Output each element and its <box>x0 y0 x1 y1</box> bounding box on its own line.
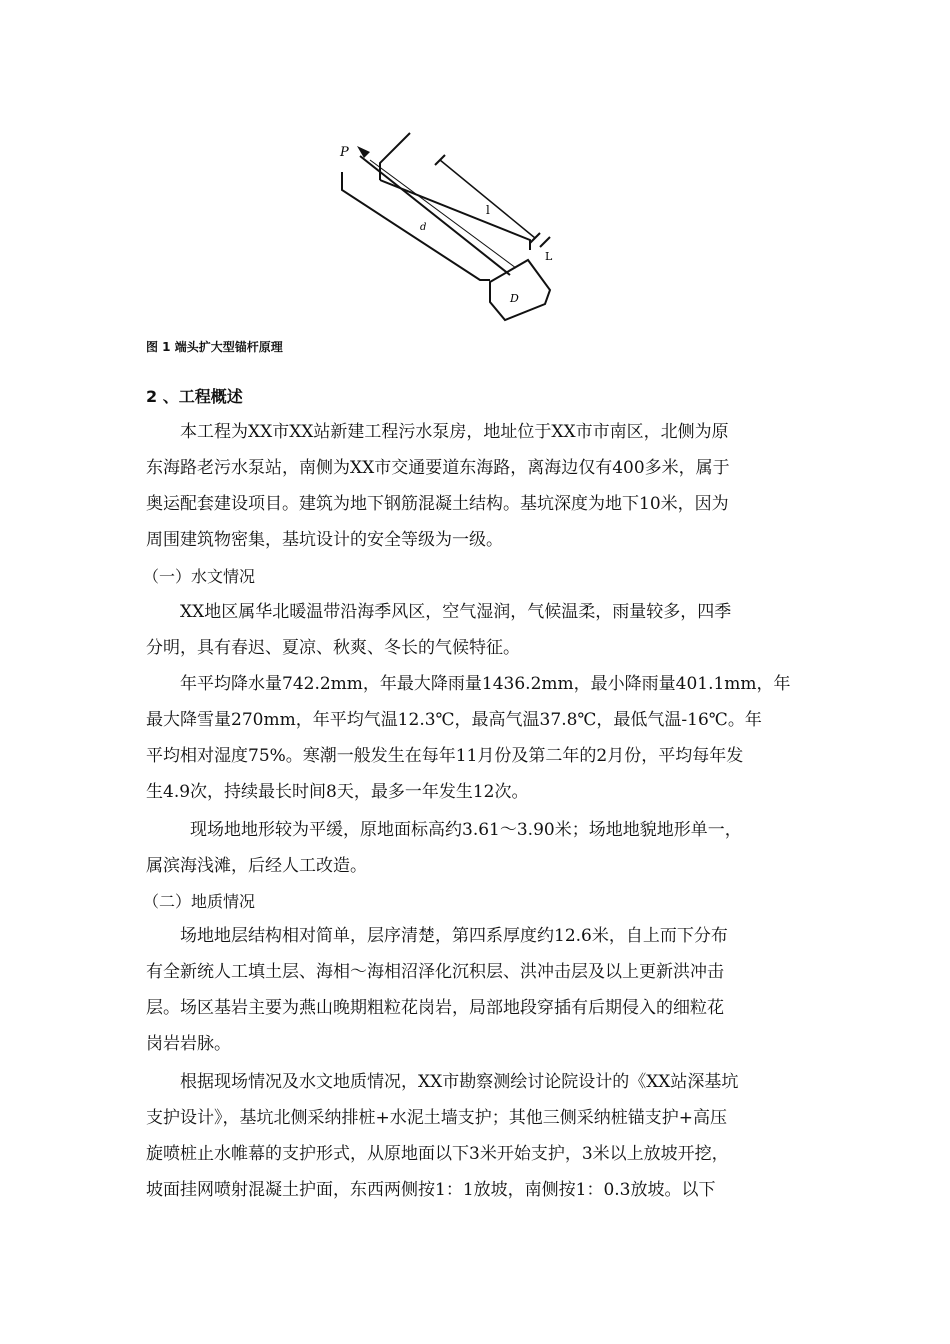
enlarged-end <box>490 260 550 320</box>
wall-upper-line <box>380 133 410 180</box>
paragraph-line: 东海路老污水泵站，南侧为XX市交通要道东海路，离海边仅有400多米，属于 <box>146 458 730 478</box>
force-arrow <box>357 146 370 158</box>
label-p: P <box>340 145 349 160</box>
subsection-heading: （一）水文情况 <box>143 567 256 586</box>
anchor-diagram <box>300 120 590 340</box>
label-a: d <box>420 222 427 233</box>
label-l: l <box>486 203 490 217</box>
paragraph-line: 层。场区基岩主要为燕山晚期粗粒花岗岩，局部地段穿插有后期侵入的细粒花 <box>146 998 724 1018</box>
paragraph-line: 根据现场情况及水文地质情况，XX市勘察测绘讨论院设计的《XX站深基坑 <box>180 1072 739 1092</box>
anchor-shaft-inner <box>370 160 516 268</box>
paragraph-line: 本工程为XX市XX站新建工程污水泵房，地址位于XX市市南区，北侧为原 <box>180 422 729 442</box>
subsection-heading: （二）地质情况 <box>143 892 256 911</box>
paragraph-line: 现场地地形较为平缓，原地面标高约3.61～3.90米；场地地貌地形单一， <box>190 820 742 840</box>
paragraph-line: 旋喷桩止水帷幕的支护形式，从原地面以下3米开始支护，3米以上放坡开挖， <box>146 1144 729 1164</box>
paragraph-line: 支护设计》，基坑北侧采纳排桩+水泥土墙支护；其他三侧采纳桩锚支护+高压 <box>146 1108 727 1128</box>
paragraph-line: 属滨海浅滩，后经人工改造。 <box>146 856 367 876</box>
paragraph-line: XX地区属华北暖温带沿海季风区，空气湿润，气候温柔，雨量较多，四季 <box>180 602 732 622</box>
paragraph-line: 分明，具有春迟、夏凉、秋爽、冬长的气候特征。 <box>146 638 520 658</box>
dimension-line <box>440 160 535 238</box>
anchor-diagram-svg <box>300 120 590 340</box>
label-d: D <box>510 292 519 305</box>
paragraph-line: 生4.9次，持续最长时间8天，最多一年发生12次。 <box>146 782 529 802</box>
paragraph-line: 岗岩岩脉。 <box>146 1034 231 1054</box>
dim-tick-low <box>540 237 550 247</box>
paragraph-line: 最大降雪量270mm，年平均气温12.3℃，最高气温37.8℃，最低气温-16℃。年 <box>146 710 762 730</box>
paragraph-line: 年平均降水量742.2mm，年最大降雨量1436.2mm，最小降雨量401.1mm，年 <box>180 674 791 694</box>
paragraph-line: 坡面挂网喷射混凝土护面，东西两侧按1：1放坡，南侧按1：0.3放坡。以下 <box>146 1180 716 1200</box>
bore-lower-line <box>342 172 490 280</box>
label-l1: L <box>545 250 553 263</box>
paragraph-line: 平均相对湿度75%。寒潮一般发生在每年11月份及第二年的2月份，平均每年发 <box>146 746 744 766</box>
paragraph-line: 奥运配套建设项目。建筑为地下钢筋混凝土结构。基坑深度为地下10米，因为 <box>146 494 729 514</box>
section-heading: 2 、工程概述 <box>146 387 243 406</box>
paragraph-line: 周围建筑物密集，基坑设计的安全等级为一级。 <box>146 530 503 550</box>
figure-caption: 图 1 端头扩大型锚杆原理 <box>146 340 283 354</box>
paragraph-line: 有全新统人工填土层、海相～海相沼泽化沉积层、洪冲击层及以上更新洪冲击 <box>146 962 724 982</box>
paragraph-line: 场地地层结构相对简单，层序清楚，第四系厚度约12.6米，自上而下分布 <box>180 926 728 946</box>
